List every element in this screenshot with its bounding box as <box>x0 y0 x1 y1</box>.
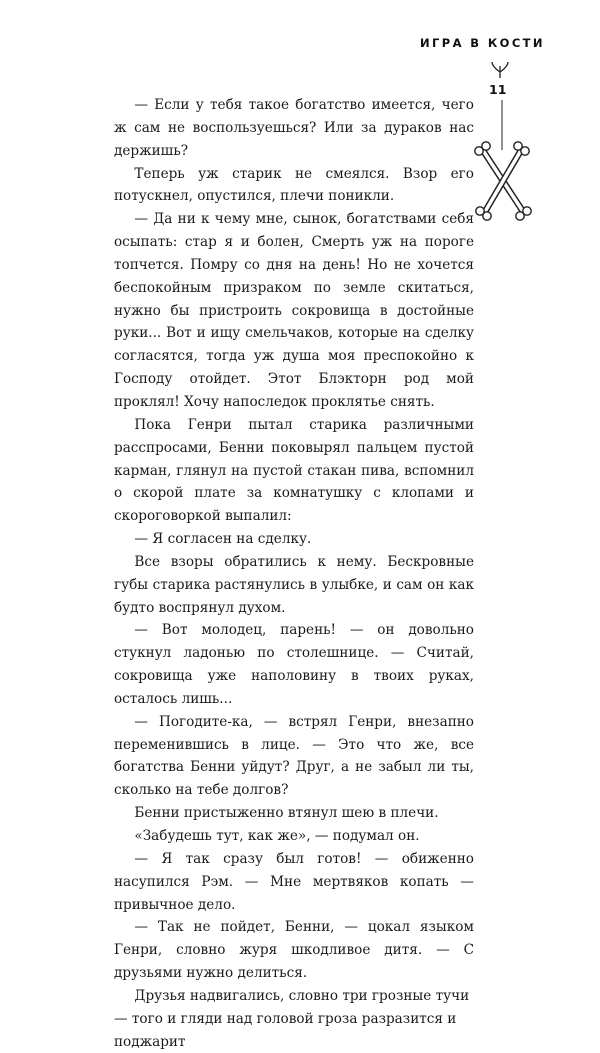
body-text <box>114 94 474 1053</box>
paragraph: Теперь уж старик не смеялся. Взор его потускнел, опустился, плечи поникли. <box>114 165 474 205</box>
paragraph: — Да ни к чему мне, сынок, богатствами себя осыпать: стар я и болен, Смерть уж на пороге топчется. Помру со дня на день! Но не хочется беспокойным призраком по земле скитаться, нужно бы пристроить сокровища в достойные руки... Вот и ищу смельчаков, которые на сделку согласятся, тогда уж душа моя преспокойно к Господу отойдет. Этот Блэкторн род мой проклял! Хочу напоследок проклятье снять. <box>114 211 474 410</box>
paragraph: — Я так сразу был готов! — обиженно насупился Рэм. — Мне мертвяков копать — привычное дело. <box>114 850 474 913</box>
paragraph: — Если у тебя такое богатство имеется, чего ж сам не воспользуешься? Или за дураков нас держишь? <box>114 97 474 159</box>
paragraph: — Я согласен на сделку. <box>134 531 312 548</box>
paragraph: — Так не пойдет, Бенни, — цокал языком Генри, словно журя шкодливое дитя. — С друзьями нужно делиться. <box>114 919 474 982</box>
paragraph: Все взоры обратились к нему. Бескровные губы старика растянулись в улыбке, и сам он как будто воспрянул духом. <box>114 553 474 616</box>
paragraph: — Погодите-ка, — встрял Генри, внезапно переменившись в лице. — Это что же, все богатства Бенни уйдут? Друг, а не забыл ли ты, сколько на тебе долгов? <box>114 713 474 799</box>
paragraph: Пока Генри пытал старика различными расспросами, Бенни поковырял пальцем пустой карман, глянул на пустой стакан пива, вспомнил о скорой плате за комнатушку с клопами и скороговоркой выпалил: <box>114 416 474 525</box>
running-title: ИГРА В КОСТИ <box>420 36 545 50</box>
page-number: 11 <box>489 82 507 97</box>
paragraph: — Вот молодец, парень! — он довольно стукнул ладонью по столешнице. — Считай, сокровища уже наполовину в твоих руках, осталось лишь... <box>114 622 474 707</box>
paragraph: Друзья надвигались, словно три грозные тучи — того и гляди над головой гроза разразится и поджарит <box>114 987 470 1050</box>
paragraph: Бенни пристыженно втянул шею в плечи. <box>134 805 439 822</box>
twig-sprout-icon <box>492 62 508 78</box>
paragraph: «Забудешь тут, как же», — подумал он. <box>134 828 420 844</box>
